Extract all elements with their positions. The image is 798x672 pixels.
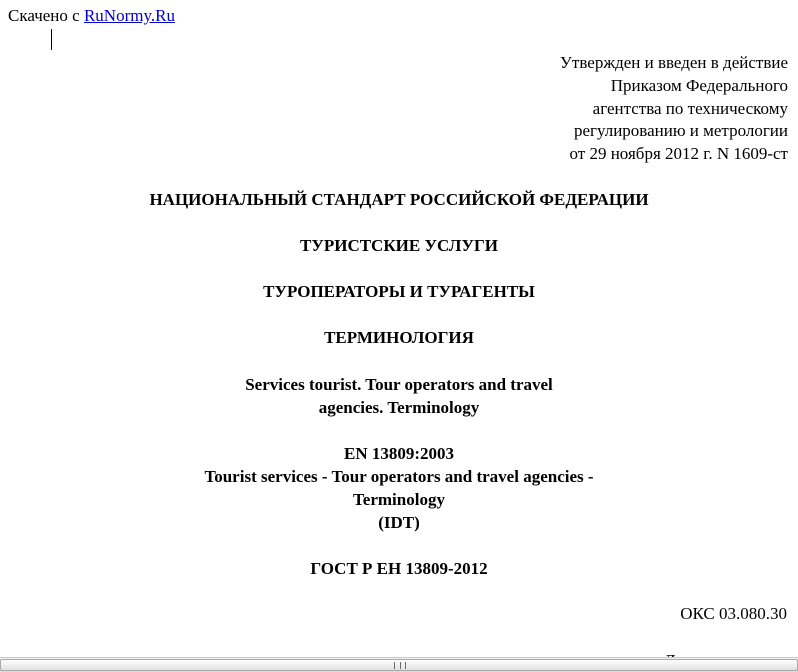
grip-icon: [394, 662, 406, 669]
en-title-line-1: Tourist services - Tour operators and travel agencies -: [204, 467, 594, 486]
approval-line: от 29 ноября 2012 г. N 1609-ст: [569, 144, 788, 163]
approval-line: агентства по техническому: [592, 98, 788, 118]
text-cursor: [51, 29, 52, 50]
source-line: [8, 6, 175, 26]
approval-block: [408, 52, 788, 166]
source-link[interactable]: RuNormy.Ru: [83, 6, 175, 25]
english-title-line-2: agencies. Terminology: [318, 398, 480, 417]
scrollbar-thumb[interactable]: [0, 659, 798, 671]
en-standard-code: EN 13809:2003: [343, 444, 455, 463]
idt-label: (IDT): [378, 513, 420, 532]
english-title-line-1: Services tourist. Tour operators and travel: [245, 375, 553, 394]
approval-line: регулированию и метрологии: [573, 121, 788, 141]
gost-code: ГОСТ Р ЕН 13809-2012: [310, 559, 488, 578]
heading-operators-agents: ТУРОПЕРАТОРЫ И ТУРАГЕНТЫ: [263, 282, 535, 301]
approval-line: Утвержден и введен в действие: [559, 53, 788, 72]
en-title-line-2: Terminology: [353, 490, 445, 509]
heading-national-standard: НАЦИОНАЛЬНЫЙ СТАНДАРТ РОССИЙСКОЙ ФЕДЕРАЦИИ: [149, 190, 649, 209]
heading-terminology: ТЕРМИНОЛОГИЯ: [324, 328, 474, 347]
source-prefix: Скачено с: [8, 6, 84, 25]
heading-tourist-services: ТУРИСТСКИЕ УСЛУГИ: [300, 236, 498, 255]
horizontal-scrollbar[interactable]: [0, 657, 798, 672]
approval-line: Приказом Федерального: [610, 75, 788, 95]
oks-code: ОКС 03.080.30: [680, 604, 787, 623]
